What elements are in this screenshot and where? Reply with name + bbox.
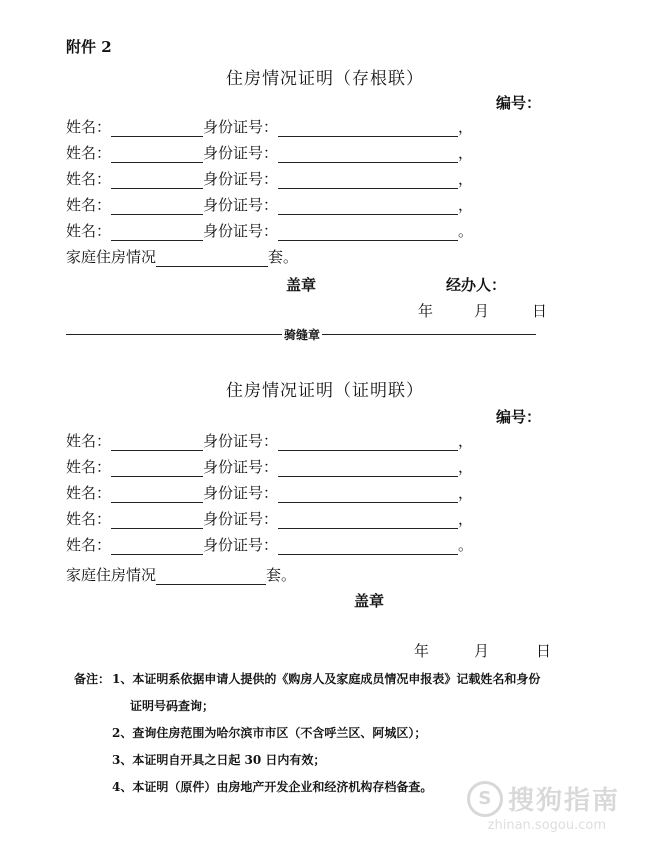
name-label: 姓名： bbox=[66, 458, 112, 476]
id-blank bbox=[278, 146, 458, 163]
name-blank bbox=[111, 512, 203, 529]
name-blank bbox=[111, 224, 203, 241]
name-label: 姓名： bbox=[66, 510, 112, 528]
note-item: 4、本证明（原件）由房地产开发企业和经济机构存档备查。 bbox=[112, 780, 433, 794]
name-label: 姓名： bbox=[66, 144, 112, 162]
certificate-date-year: 年 bbox=[414, 642, 430, 660]
stub-date-month: 月 bbox=[474, 302, 490, 320]
note-item: 3、本证明自开具之日起 30 日内有效； bbox=[112, 753, 326, 767]
name-blank bbox=[111, 460, 203, 477]
id-blank bbox=[278, 512, 458, 529]
stub-date-year: 年 bbox=[418, 302, 434, 320]
row-end: ， bbox=[458, 118, 474, 136]
name-blank bbox=[111, 146, 203, 163]
certificate-date-day: 日 bbox=[536, 642, 552, 660]
id-label: 身份证号： bbox=[203, 118, 279, 136]
name-label: 姓名： bbox=[66, 484, 112, 502]
row-end: ， bbox=[458, 170, 474, 188]
housing-label: 家庭住房情况 bbox=[66, 566, 157, 584]
stub-housing-row bbox=[66, 246, 298, 268]
perforation-seal-label: 骑缝章 bbox=[284, 328, 321, 342]
perforation-line bbox=[66, 324, 536, 344]
id-label: 身份证号： bbox=[203, 484, 279, 502]
row-end: ， bbox=[458, 432, 474, 450]
name-blank bbox=[111, 120, 203, 137]
id-label: 身份证号： bbox=[203, 144, 279, 162]
row-end: 。 bbox=[458, 536, 474, 554]
housing-unit: 套。 bbox=[268, 248, 299, 266]
form-row bbox=[66, 456, 473, 478]
stub-number-label: 编号： bbox=[496, 94, 542, 112]
form-row bbox=[66, 194, 473, 216]
form-row bbox=[66, 508, 473, 530]
watermark-logo bbox=[467, 780, 620, 817]
id-blank bbox=[278, 486, 458, 503]
housing-label: 家庭住房情况 bbox=[66, 248, 157, 266]
form-row bbox=[66, 142, 473, 164]
stub-handler-label: 经办人： bbox=[446, 276, 507, 294]
certificate-seal: 盖章 bbox=[354, 592, 385, 610]
form-row bbox=[66, 116, 473, 138]
id-label: 身份证号： bbox=[203, 458, 279, 476]
row-end: ， bbox=[458, 458, 474, 476]
note-item: 1、本证明系依据申请人提供的《购房人及家庭成员情况申报表》记载姓名和身份 bbox=[112, 672, 541, 686]
row-end: ， bbox=[458, 510, 474, 528]
id-blank bbox=[278, 538, 458, 555]
housing-unit: 套。 bbox=[266, 566, 297, 584]
notes-prefix: 备注： bbox=[74, 672, 111, 686]
row-end: ， bbox=[458, 144, 474, 162]
attachment-label: 附件 2 bbox=[66, 38, 112, 56]
name-blank bbox=[111, 434, 203, 451]
certificate-title: 住房情况证明（证明联） bbox=[226, 381, 424, 401]
certificate-housing-row bbox=[66, 564, 296, 586]
name-label: 姓名： bbox=[66, 536, 112, 554]
id-blank bbox=[278, 434, 458, 451]
id-blank bbox=[278, 120, 458, 137]
name-blank bbox=[111, 538, 203, 555]
form-row bbox=[66, 430, 473, 452]
name-label: 姓名： bbox=[66, 170, 112, 188]
id-label: 身份证号： bbox=[203, 170, 279, 188]
watermark-text: 搜狗指南 bbox=[507, 786, 620, 816]
name-label: 姓名： bbox=[66, 432, 112, 450]
form-row bbox=[66, 168, 473, 190]
name-label: 姓名： bbox=[66, 118, 112, 136]
id-blank bbox=[278, 198, 458, 215]
stub-title: 住房情况证明（存根联） bbox=[226, 69, 424, 89]
sogou-logo-icon: S bbox=[467, 781, 503, 817]
form-row bbox=[66, 482, 473, 504]
note-item: 2、查询住房范围为哈尔滨市市区（不含呼兰区、阿城区）； bbox=[112, 726, 427, 740]
stub-seal: 盖章 bbox=[286, 276, 317, 294]
name-blank bbox=[111, 486, 203, 503]
id-label: 身份证号： bbox=[203, 222, 279, 240]
name-label: 姓名： bbox=[66, 196, 112, 214]
id-blank bbox=[278, 172, 458, 189]
form-row bbox=[66, 534, 473, 556]
note-item: 证明号码查询； bbox=[130, 699, 215, 713]
id-label: 身份证号： bbox=[203, 536, 279, 554]
certificate-date-month: 月 bbox=[474, 642, 490, 660]
id-blank bbox=[278, 224, 458, 241]
row-end: ， bbox=[458, 196, 474, 214]
name-blank bbox=[111, 172, 203, 189]
id-label: 身份证号： bbox=[203, 432, 279, 450]
id-label: 身份证号： bbox=[203, 510, 279, 528]
form-row bbox=[66, 220, 473, 242]
watermark-url: zhinan.sogou.com bbox=[487, 818, 606, 833]
id-blank bbox=[278, 460, 458, 477]
housing-blank bbox=[156, 250, 268, 267]
certificate-number-label: 编号： bbox=[496, 408, 542, 426]
row-end: ， bbox=[458, 484, 474, 502]
name-label: 姓名： bbox=[66, 222, 112, 240]
id-label: 身份证号： bbox=[203, 196, 279, 214]
stub-date-day: 日 bbox=[532, 302, 548, 320]
name-blank bbox=[111, 198, 203, 215]
row-end: 。 bbox=[458, 222, 474, 240]
housing-blank bbox=[156, 568, 266, 585]
